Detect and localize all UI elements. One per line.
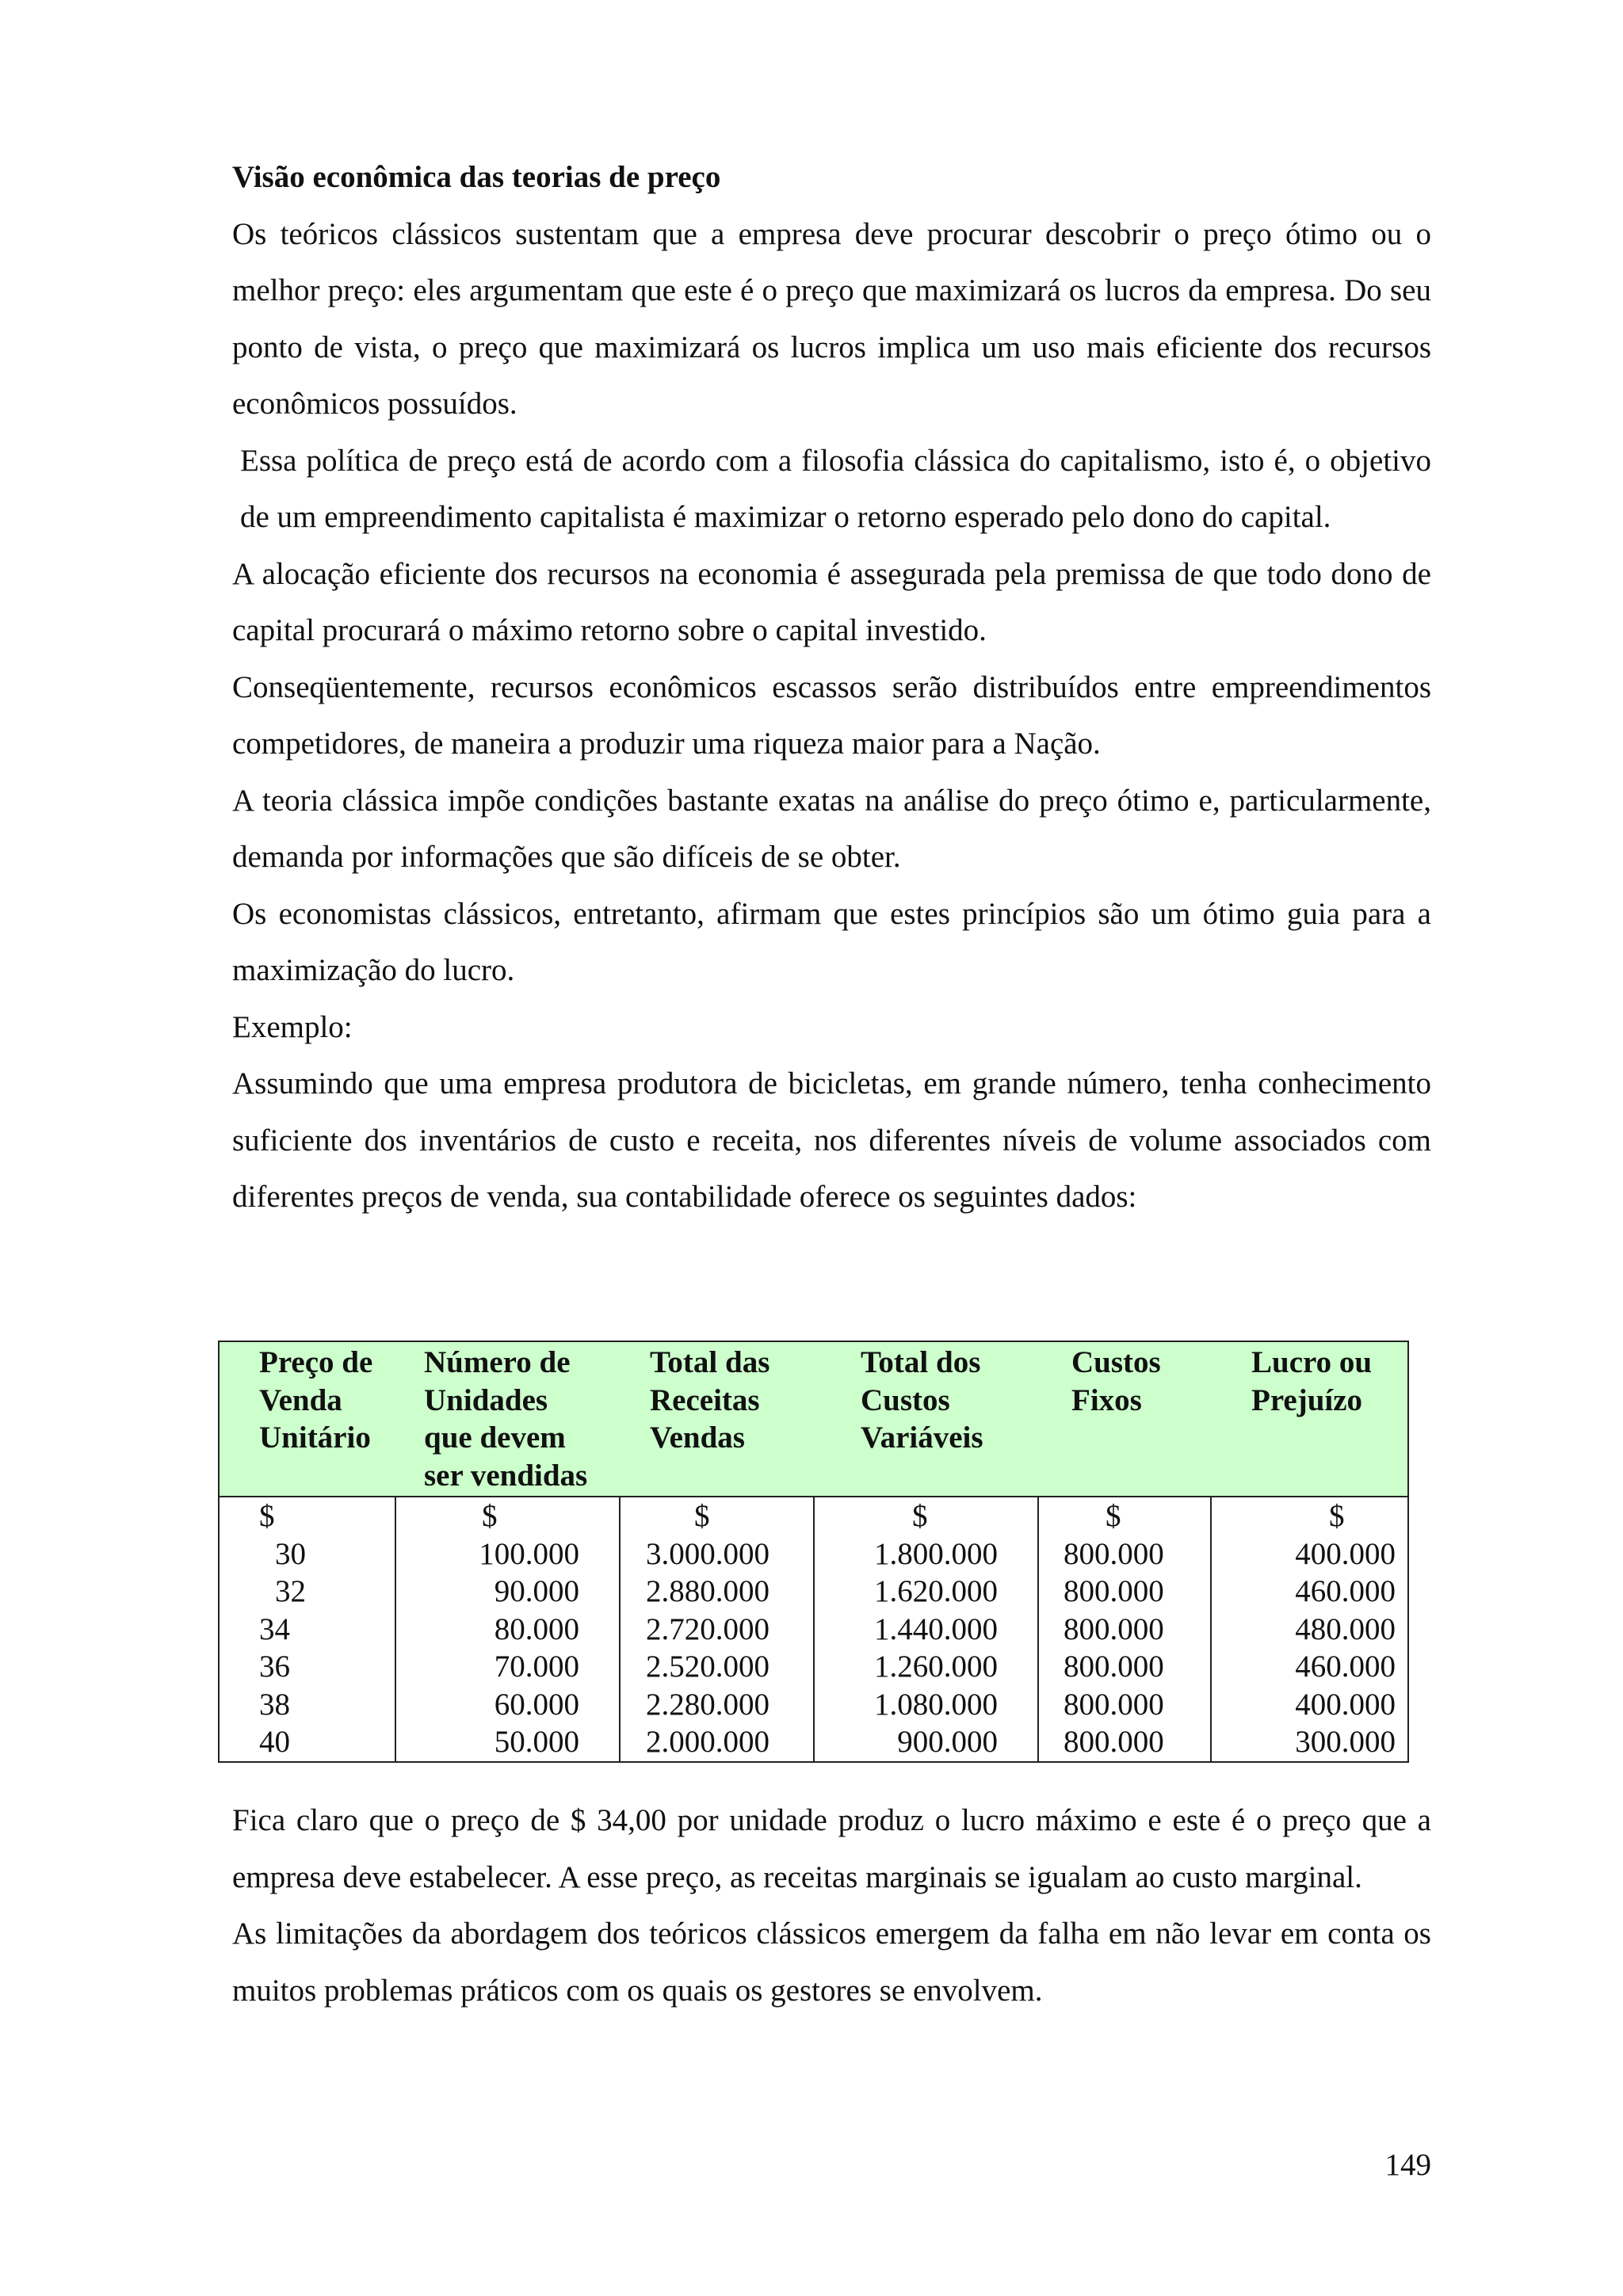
table-cell: 1.440.000: [874, 1611, 998, 1646]
table-cell: 30: [275, 1536, 306, 1571]
pricing-table-container: [218, 1341, 1409, 1763]
table-cell: 32: [275, 1574, 306, 1608]
table-cell: 460.000: [1295, 1650, 1396, 1684]
table-cell: 1.260.000: [874, 1650, 998, 1684]
table-cell: 800.000: [1064, 1725, 1164, 1759]
table-cell: 36: [259, 1650, 290, 1684]
table-cell: 50.000: [494, 1725, 579, 1759]
table-cell: 800.000: [1064, 1687, 1164, 1722]
column-numero-unidades: [395, 1497, 620, 1762]
table-cell: 90.000: [494, 1574, 579, 1608]
table-cell: 100.000: [479, 1536, 579, 1571]
paragraph: A teoria clássica impõe condições bastante exatas na análise do preço ótimo e, particularmente, demanda por informações que são difíceis de se obter.: [232, 783, 1431, 874]
page-number: 149: [1384, 2148, 1431, 2182]
table-cell: 3.000.000: [646, 1536, 769, 1571]
paragraph: Exemplo:: [232, 1009, 353, 1044]
table-cell: 400.000: [1295, 1536, 1396, 1571]
header-lucro-prejuizo: Lucro ou Prejuízo: [1211, 1341, 1408, 1497]
column-total-receitas: [620, 1497, 814, 1762]
table-cell: 1.620.000: [874, 1574, 998, 1608]
table-cell: $: [1329, 1499, 1345, 1533]
table-cell: 2.880.000: [646, 1574, 769, 1608]
table-cell: 800.000: [1064, 1574, 1164, 1608]
header-preco-venda: Preço de Venda Unitário: [219, 1341, 395, 1497]
paragraph: As limitações da abordagem dos teóricos clássicos emergem da falha em não levar em conta os muitos problemas práticos com os quais os gestores se envolvem.: [232, 1917, 1431, 2008]
paragraph: Os economistas clássicos, entretanto, afirmam que estes princípios são um ótimo guia para a maximização do lucro.: [232, 896, 1431, 987]
table-cell: 460.000: [1295, 1574, 1396, 1608]
paragraph: Fica claro que o preço de $ 34,00 por unidade produz o lucro máximo e este é o preço que a empresa deve estabelecer. A esse preço, as receitas marginais se igualam ao custo marginal.: [232, 1803, 1431, 1894]
table-cell: $: [1106, 1499, 1121, 1533]
pricing-table: [218, 1341, 1409, 1763]
paragraph: Conseqüentemente, recursos econômicos escassos serão distribuídos entre empreendimentos competidores, de maneira a produzir uma riqueza maior para a Nação.: [232, 669, 1431, 761]
column-custos-fixos: [1038, 1497, 1211, 1762]
column-preco-venda: [219, 1497, 395, 1762]
table-cell: 800.000: [1064, 1536, 1164, 1571]
table-cell: 2.720.000: [646, 1611, 769, 1646]
paragraph: Os teóricos clássicos sustentam que a empresa deve procurar descobrir o preço ótimo ou o melhor preço: eles argumentam que este é o preço que maximizará os lucros da empresa. Do seu ponto de vista, o preço que maximizará os lucros implica um uso mais eficiente dos recursos econômicos possuídos.: [232, 216, 1431, 421]
table-header-row: [219, 1341, 1408, 1497]
table-cell: 38: [259, 1687, 290, 1722]
table-cell: 60.000: [494, 1687, 579, 1722]
paragraph: Essa política de preço está de acordo com a filosofia clássica do capitalismo, isto é, o objetivo de um empreendimento capitalista é maximizar o retorno esperado pelo dono do capital.: [240, 443, 1431, 534]
conclusion-text: [232, 1792, 1431, 2019]
paragraph: A alocação eficiente dos recursos na economia é assegurada pela premissa de que todo dono de capital procurará o máximo retorno sobre o capital investido.: [232, 556, 1431, 647]
section-title: Visão econômica das teorias de preço: [232, 160, 721, 194]
table-cell: 1.800.000: [874, 1536, 998, 1571]
table-cell: 34: [259, 1611, 290, 1646]
table-cell: 2.280.000: [646, 1687, 769, 1722]
table-cell: 70.000: [494, 1650, 579, 1684]
table-body-row: [219, 1497, 1408, 1762]
table-cell: $: [694, 1499, 710, 1533]
column-total-custos-variaveis: [814, 1497, 1038, 1762]
table-cell: 800.000: [1064, 1650, 1164, 1684]
table-cell: 2.520.000: [646, 1650, 769, 1684]
table-cell: $: [912, 1499, 928, 1533]
table-cell: 1.080.000: [874, 1687, 998, 1722]
table-cell: 800.000: [1064, 1611, 1164, 1646]
table-cell: 80.000: [494, 1611, 579, 1646]
header-total-receitas: Total das Receitas Vendas: [620, 1341, 814, 1497]
body-text: [232, 149, 1431, 1226]
table-cell: 480.000: [1295, 1611, 1396, 1646]
header-total-custos-variaveis: Total dos Custos Variáveis: [814, 1341, 1038, 1497]
header-custos-fixos: Custos Fixos: [1038, 1341, 1211, 1497]
header-numero-unidades: Número de Unidades que devem ser vendidas: [395, 1341, 620, 1497]
table-cell: $: [259, 1499, 275, 1533]
table-cell: 400.000: [1295, 1687, 1396, 1722]
table-cell: 300.000: [1295, 1725, 1396, 1759]
table-cell: 40: [259, 1725, 290, 1759]
table-cell: $: [482, 1499, 498, 1533]
paragraph: Assumindo que uma empresa produtora de bicicletas, em grande número, tenha conhecimento suficiente dos inventários de custo e receita, nos diferentes níveis de volume associados com diferentes preços de venda, sua contabilidade oferece os seguintes dados:: [232, 1066, 1431, 1214]
column-lucro-prejuizo: [1211, 1497, 1408, 1762]
table-cell: 900.000: [897, 1725, 998, 1759]
table-cell: 2.000.000: [646, 1725, 769, 1759]
